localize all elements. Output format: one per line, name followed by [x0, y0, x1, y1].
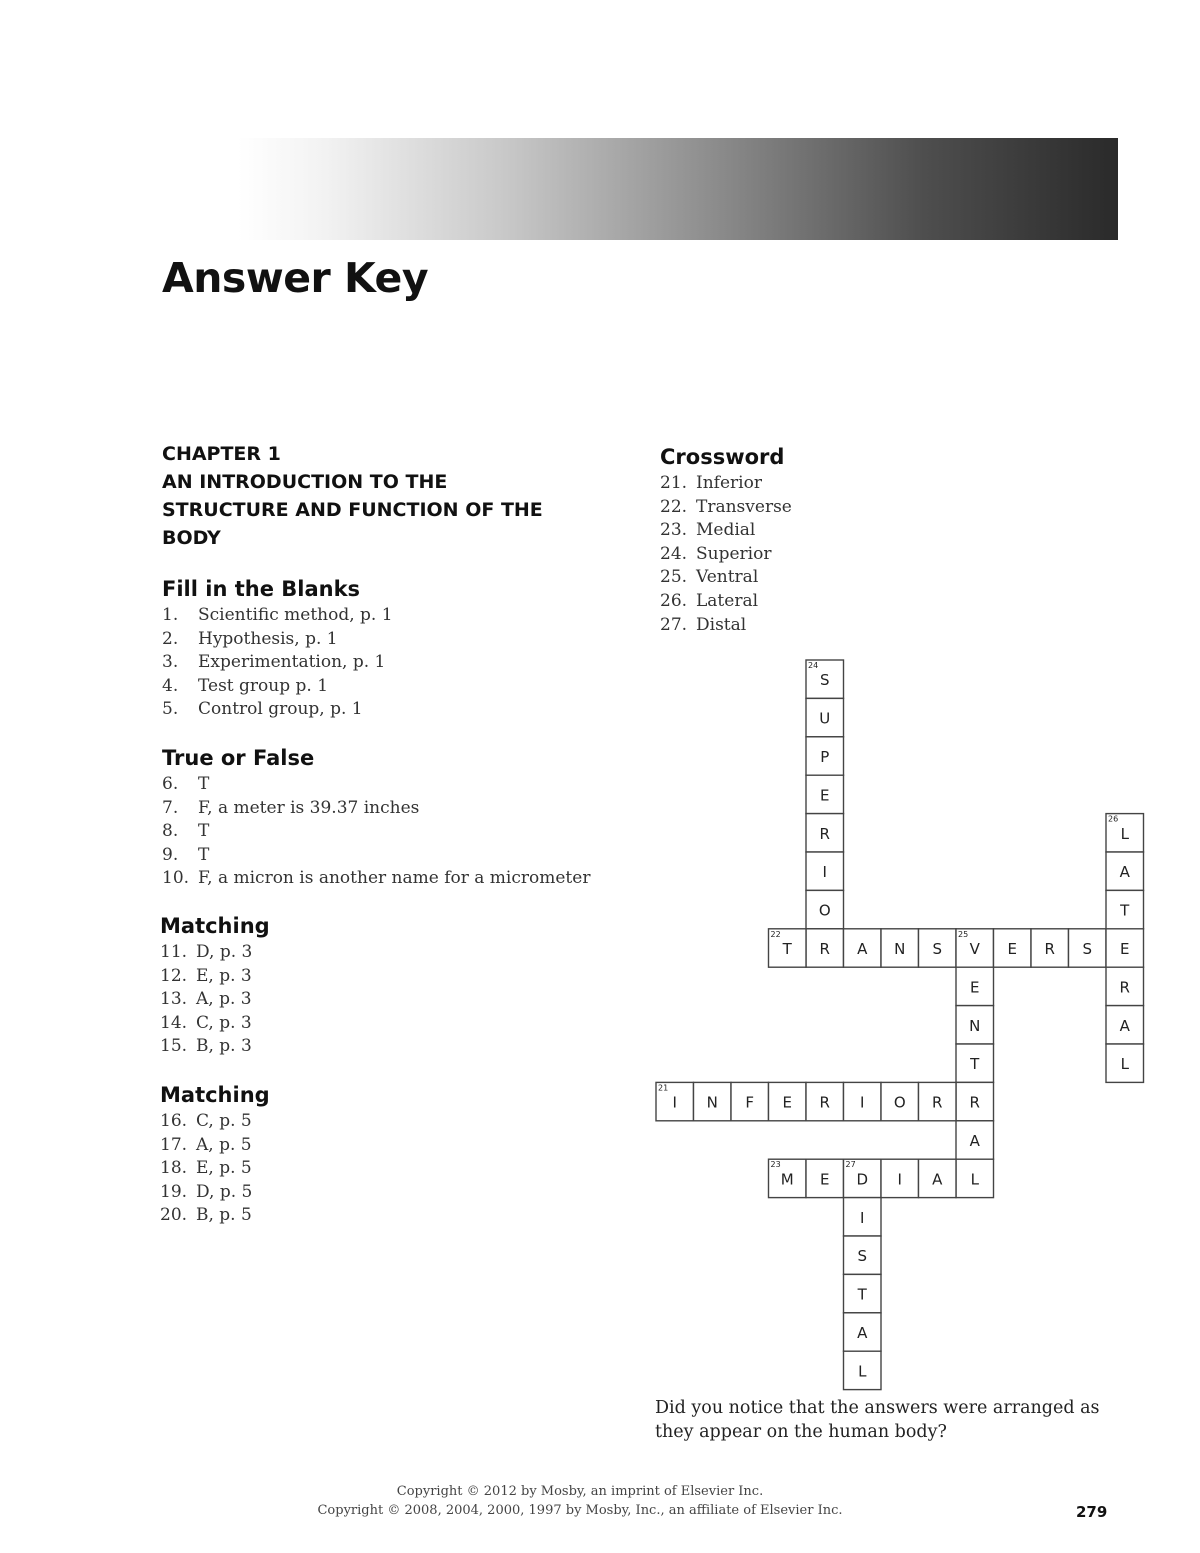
copyright-footer — [300, 1482, 860, 1520]
crossword-letter: S — [857, 1247, 868, 1266]
crossword-letter: I — [822, 863, 827, 882]
crossword-letter: E — [782, 1093, 792, 1112]
crossword-letter: S — [932, 940, 943, 958]
section-heading: True or False — [162, 746, 315, 770]
copyright-line: Copyright © 2008, 2004, 2000, 1997 by Mosby, Inc., an affiliate of Elsevier Inc. — [317, 1503, 843, 1518]
item-text: F, a meter is 39.37 inches — [198, 797, 420, 818]
item-text: Transverse — [696, 496, 792, 517]
copyright-line: Copyright © 2012 by Mosby, an imprint of Elsevier Inc. — [396, 1484, 764, 1499]
crossword-letter: L — [970, 1170, 979, 1189]
item-number: 9. — [162, 844, 179, 865]
item-number: 25. — [660, 567, 688, 588]
crossword-letter: A — [1119, 863, 1130, 882]
item-number: 8. — [162, 821, 179, 842]
crossword-letter: S — [819, 671, 830, 690]
crossword-letter: L — [1120, 1055, 1129, 1074]
crossword-letter: E — [1120, 940, 1130, 958]
crossword-letter: R — [819, 940, 830, 958]
item-text: C, p. 3 — [196, 1012, 252, 1033]
item-text: C, p. 5 — [196, 1111, 252, 1131]
item-number: 10. — [162, 868, 190, 889]
item-text: Medial — [696, 520, 756, 541]
crossword-clue-number: 22 — [770, 929, 781, 939]
item-text: E, p. 5 — [196, 1158, 252, 1179]
crossword-letter: T — [782, 940, 792, 958]
item-number: 13. — [160, 989, 188, 1010]
crossword-letter: I — [897, 1170, 902, 1189]
crossword-letter: T — [857, 1285, 867, 1304]
item-number: 17. — [160, 1134, 188, 1155]
chapter-label: CHAPTER 1 — [162, 443, 281, 465]
crossword-letter: O — [893, 1093, 906, 1112]
crossword-letter: R — [819, 1093, 830, 1112]
crossword-clue-number: 25 — [958, 929, 969, 939]
crossword-letter: M — [780, 1170, 794, 1189]
section-heading: Fill in the Blanks — [162, 577, 361, 601]
item-number: 5. — [162, 699, 179, 720]
crossword-letter: D — [856, 1170, 869, 1189]
crossword-letter: A — [969, 1132, 980, 1150]
item-number: 19. — [160, 1181, 188, 1202]
item-text: A, p. 5 — [196, 1134, 252, 1155]
item-text: T — [198, 844, 210, 865]
crossword-letter: L — [858, 1362, 867, 1381]
crossword-letter: P — [820, 748, 830, 766]
page-number: 279 — [1076, 1503, 1108, 1521]
item-text: Lateral — [696, 590, 759, 611]
closing-note: Did you notice that the answers were arranged as they appear on the human body? — [655, 1398, 1100, 1442]
item-number: 7. — [162, 797, 179, 818]
crossword-letter: I — [672, 1093, 677, 1112]
chapter-title-line: AN INTRODUCTION TO THE — [162, 471, 448, 493]
crossword-letter: E — [970, 978, 980, 997]
chapter-title-line: STRUCTURE AND FUNCTION OF THE — [162, 499, 543, 521]
crossword-clue-number: 26 — [1108, 814, 1119, 824]
item-text: Ventral — [696, 567, 759, 588]
item-number: 2. — [162, 628, 179, 649]
page-title: Answer Key — [162, 254, 429, 302]
crossword-letter: R — [1044, 940, 1055, 958]
item-number: 12. — [160, 965, 188, 986]
crossword-letter: V — [969, 940, 980, 958]
item-number: 22. — [660, 496, 688, 517]
item-number: 20. — [160, 1205, 188, 1226]
item-number: 27. — [660, 614, 688, 635]
crossword-letter: E — [1007, 940, 1017, 958]
item-number: 21. — [660, 473, 688, 493]
crossword-letter: N — [894, 940, 906, 958]
item-number: 1. — [162, 605, 179, 625]
item-text: F, a micron is another name for a micrometer — [198, 868, 591, 889]
item-text: Hypothesis, p. 1 — [198, 628, 338, 649]
crossword-letter: L — [1120, 824, 1129, 843]
item-text: B, p. 5 — [196, 1205, 252, 1226]
crossword-clue-number: 21 — [658, 1083, 669, 1093]
item-text: B, p. 3 — [196, 1036, 252, 1057]
crossword-letter: R — [1119, 978, 1130, 997]
crossword-letter: U — [819, 709, 831, 728]
item-number: 15. — [160, 1036, 188, 1057]
crossword-letter: A — [1119, 1016, 1130, 1035]
crossword-letter: I — [860, 1093, 865, 1112]
crossword-letter: R — [932, 1093, 943, 1112]
item-number: 18. — [160, 1158, 188, 1179]
crossword-letter: A — [932, 1170, 943, 1189]
crossword-letter: E — [820, 1170, 830, 1189]
crossword-letter: E — [820, 786, 830, 805]
crossword-letter: S — [1082, 940, 1093, 958]
item-text: E, p. 3 — [196, 965, 252, 986]
crossword-letter: N — [969, 1016, 981, 1035]
item-text: Distal — [696, 614, 747, 635]
section-heading: Matching — [160, 914, 270, 938]
item-number: 16. — [160, 1111, 188, 1131]
crossword-letter: T — [1120, 901, 1130, 920]
crossword-letter: R — [819, 824, 830, 843]
item-text: T — [198, 821, 210, 842]
item-number: 14. — [160, 1012, 188, 1033]
item-text: D, p. 3 — [196, 942, 253, 962]
crossword-letter: A — [857, 940, 868, 958]
item-text: Superior — [696, 543, 772, 564]
item-number: 26. — [660, 590, 688, 611]
item-number: 4. — [162, 675, 179, 696]
item-number: 11. — [160, 942, 188, 962]
item-text: Scientific method, p. 1 — [198, 605, 393, 625]
section-heading: Matching — [160, 1083, 270, 1107]
item-number: 3. — [162, 652, 179, 673]
crossword-letter: N — [706, 1093, 718, 1112]
item-text: Experimentation, p. 1 — [198, 652, 386, 673]
item-number: 23. — [660, 520, 688, 541]
chapter-title-line: BODY — [162, 527, 221, 549]
section-heading: Crossword — [660, 445, 785, 469]
crossword-clue-number: 24 — [808, 661, 819, 670]
crossword-letter: R — [969, 1093, 980, 1112]
item-number: 6. — [162, 774, 179, 794]
item-text: A, p. 3 — [196, 989, 252, 1010]
item-text: Test group p. 1 — [198, 675, 329, 696]
crossword-clue-number: 23 — [770, 1160, 781, 1170]
crossword-clue-number: 27 — [845, 1160, 856, 1170]
item-text: Inferior — [696, 473, 762, 493]
item-text: Control group, p. 1 — [198, 699, 363, 720]
crossword-letter: O — [818, 901, 831, 920]
crossword-letter: T — [970, 1055, 980, 1074]
item-text: D, p. 5 — [196, 1181, 253, 1202]
crossword-letter: I — [860, 1208, 865, 1227]
item-number: 24. — [660, 543, 688, 564]
crossword-letter: F — [745, 1093, 755, 1112]
item-text: T — [198, 774, 210, 794]
crossword-letter: A — [857, 1324, 868, 1342]
